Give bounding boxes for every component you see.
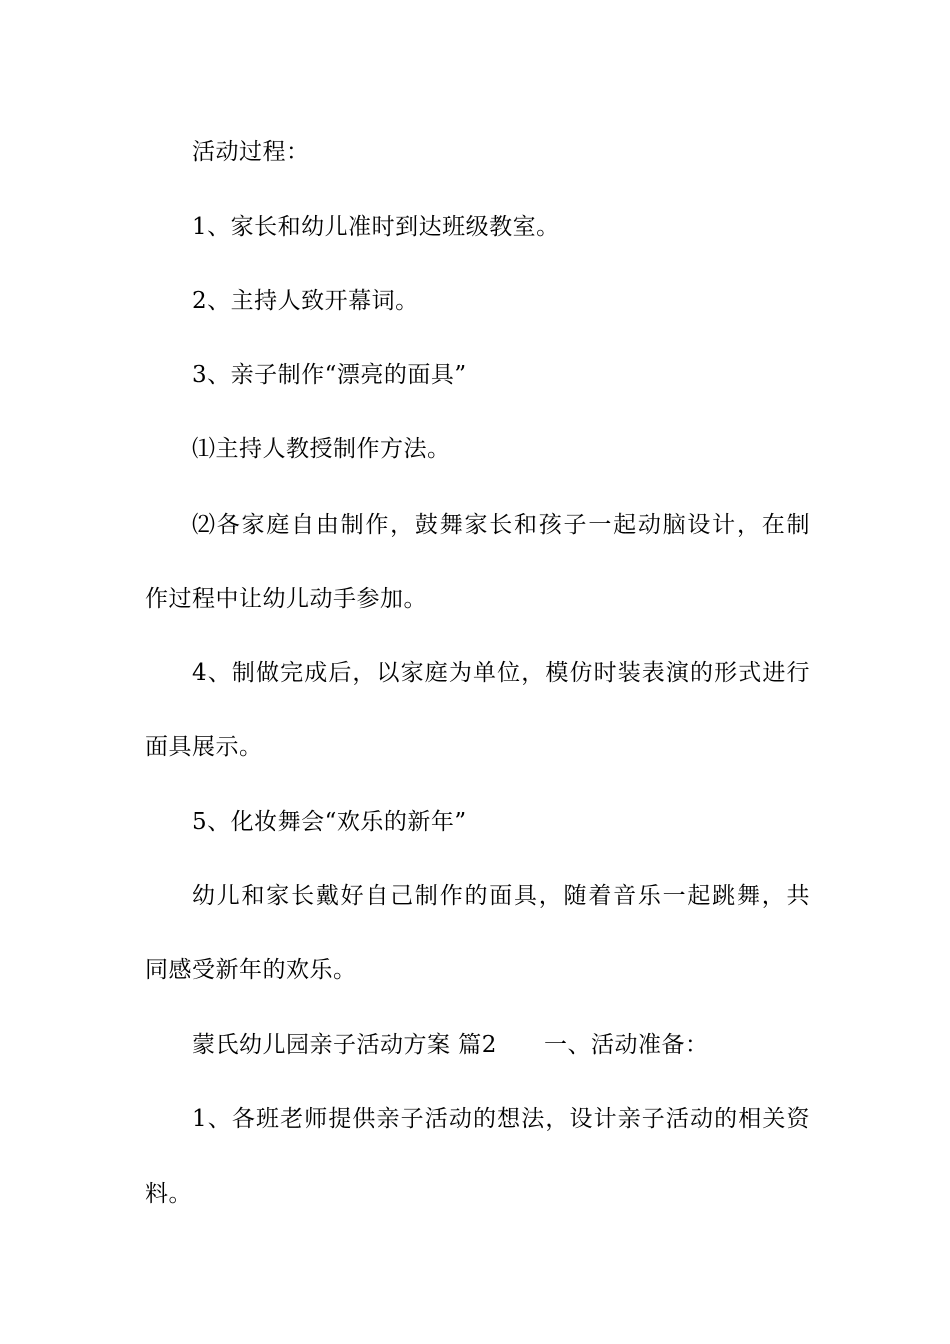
paragraph-step-5: 5、化妆舞会“欢乐的新年”	[192, 809, 467, 835]
paragraph-dance-line-1: 幼儿和家长戴好自己制作的面具，随着音乐一起跳舞，共	[192, 883, 810, 909]
paragraph-prep-1-line-2: 料。	[145, 1181, 192, 1207]
paragraph-step-1: 1、家长和幼儿准时到达班级教室。	[192, 214, 560, 240]
paragraph-step-3: 3、亲子制作“漂亮的面具”	[192, 362, 467, 388]
paragraph-substep-2-line-1: ⑵各家庭自由制作，鼓舞家长和孩子一起动脑设计，在制	[192, 512, 810, 538]
paragraph-step-4-line-1: 4、制做完成后，以家庭为单位，模仿时装表演的形式进行	[192, 660, 810, 686]
paragraph-prep-1-line-1: 1、各班老师提供亲子活动的想法，设计亲子活动的相关资	[192, 1106, 810, 1132]
section-heading-plan-2: 蒙氏幼儿园亲子活动方案 篇2 一、活动准备：	[192, 1032, 709, 1058]
paragraph-substep-2-line-2: 作过程中让幼儿动手参加。	[145, 586, 427, 612]
paragraph-step-2: 2、主持人致开幕词。	[192, 288, 419, 314]
paragraph-dance-line-2: 同感受新年的欢乐。	[145, 957, 357, 983]
paragraph-substep-1: ⑴主持人教授制作方法。	[192, 436, 451, 462]
paragraph-step-4-line-2: 面具展示。	[145, 734, 263, 760]
section-heading-activity-process: 活动过程：	[192, 139, 310, 165]
